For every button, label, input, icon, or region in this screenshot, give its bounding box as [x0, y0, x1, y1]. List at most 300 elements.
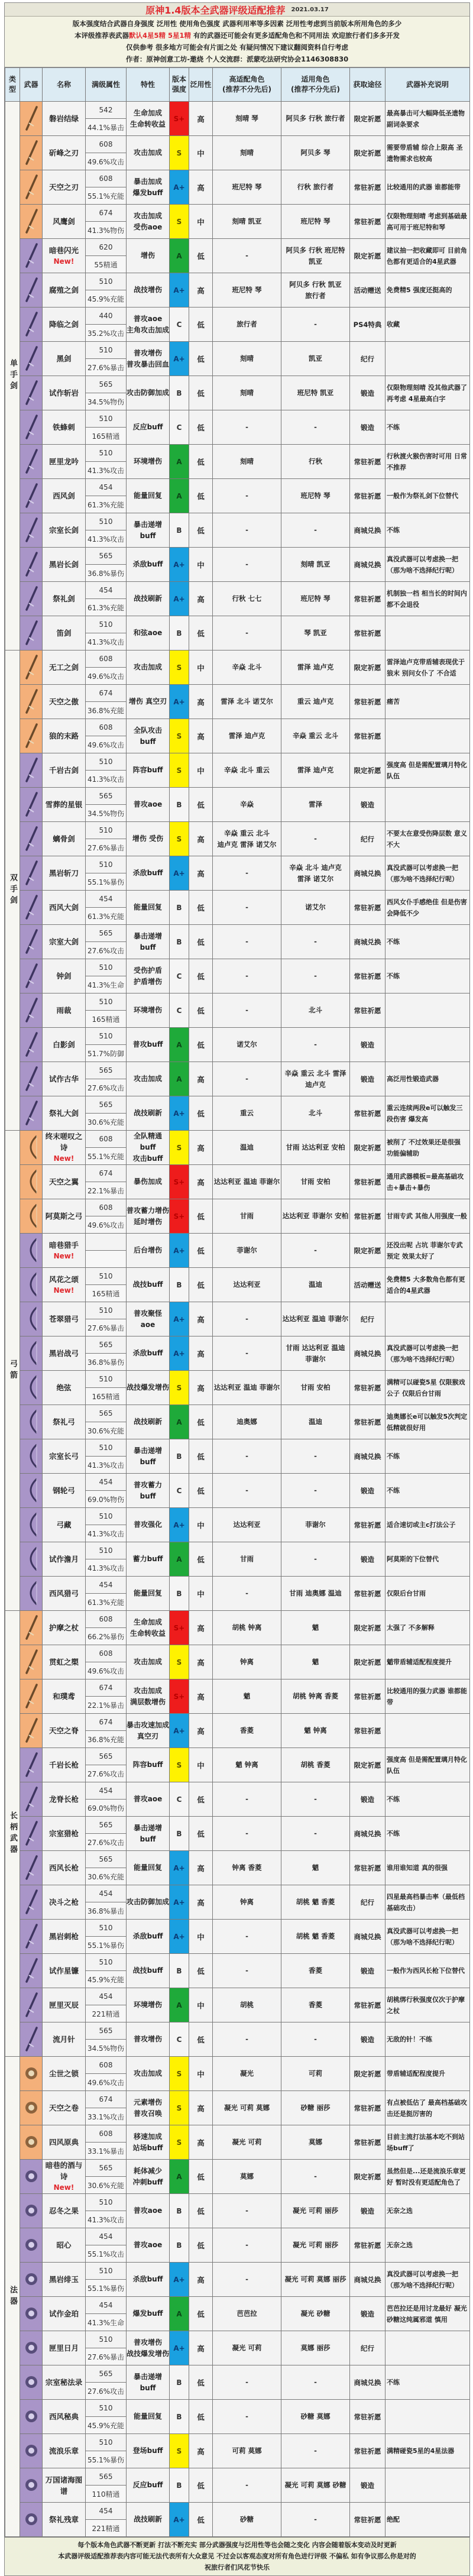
table-row: [5, 2400, 470, 2434]
source-value: 纪行: [350, 2331, 385, 2365]
note-text: 不练: [385, 1782, 470, 1817]
stat-box: [86, 1988, 126, 2022]
source-value: 常驻祈愿: [350, 1371, 385, 1405]
rank-badge: S+: [170, 102, 189, 136]
char-line: -: [245, 2412, 248, 2420]
sub-stat: 55.1%暴伤: [86, 2451, 126, 2468]
weapon-name-cell: [43, 925, 86, 959]
char-line: -: [245, 1006, 248, 1014]
weapon-name: 风鹰剑: [53, 217, 75, 226]
trait-cell: [127, 479, 170, 513]
trait-line: 阵容buff: [132, 766, 163, 774]
trait-cell: [127, 239, 170, 273]
stats-cell: [86, 1371, 127, 1405]
stats-cell: [86, 2022, 127, 2057]
weapon-name-wrap: [43, 490, 85, 501]
char-line: 旅行者: [305, 291, 326, 300]
weapon-name-wrap: [43, 353, 85, 364]
char-line: 旅行者: [237, 320, 257, 328]
weapon-name-wrap: [43, 2377, 85, 2388]
stat-box: [86, 136, 126, 170]
source-value: 纪行: [350, 1302, 385, 1336]
rank-badge: S: [170, 719, 189, 753]
weapon-name: 暗巷猎手: [48, 1240, 79, 1250]
bow-icon: [20, 1268, 42, 1302]
weapon-name-wrap: [43, 1039, 85, 1050]
char-line: -: [314, 2446, 317, 2455]
trait-line: 能量回复: [133, 903, 162, 911]
intro-text: 作者：原神创意工坊-邀烧 个人交流群：派蒙吃法研究协会1146308830: [125, 55, 349, 63]
char-line: 魈 钟离: [235, 1761, 258, 1769]
weapon-name-wrap: [43, 2068, 85, 2079]
char-line: 雷泽 迪卢克: [297, 766, 334, 774]
char-line: 魈: [312, 1623, 319, 1632]
char-line: 班尼特 凯亚: [297, 389, 334, 397]
source-value: 限定祈愿: [350, 1234, 385, 1268]
intro-line: [5, 30, 469, 41]
table-row: [5, 1371, 470, 1405]
suitable-characters: [281, 582, 350, 616]
suitable-characters: [281, 2194, 350, 2228]
trait-cell: [127, 445, 170, 479]
stats-cell: [86, 205, 127, 239]
publish-date: 2021.03.17: [291, 6, 329, 13]
trait-line: 暴击递增buff: [133, 1823, 162, 1843]
base-attack: 510: [86, 2400, 126, 2417]
usability-value: 高: [189, 1885, 213, 1920]
weapon-name: 龙脊长枪: [48, 1795, 79, 1804]
weapon-icon-cell: [20, 1645, 43, 1679]
stats-cell: [86, 1577, 127, 1611]
usability-value: 高: [189, 1062, 213, 1096]
char-line: 达达利亚 温迪 菲谢尔: [213, 1177, 280, 1186]
source-value: 常驻祈愿: [350, 616, 385, 651]
high-fit-characters: [213, 2022, 281, 2057]
sword-icon: [20, 205, 42, 238]
trait-line: 攻击加成: [133, 211, 162, 220]
sub-stat: 165精通: [86, 1388, 126, 1404]
sub-stat: 27.6%攻击: [86, 2383, 126, 2399]
weapon-name-wrap: [43, 2034, 85, 2045]
source-value: 锻造: [350, 2297, 385, 2331]
source-value: 商城兑换: [350, 856, 385, 891]
weapon-name: 贯虹之槊: [48, 1658, 79, 1666]
stats-cell: [86, 1920, 127, 1954]
stat-box: [86, 2022, 126, 2056]
trait-cell: [127, 1474, 170, 1508]
stat-box: [86, 719, 126, 753]
rank-badge: A+: [170, 856, 189, 891]
stats-cell: [86, 1851, 127, 1885]
rank-badge: B: [170, 788, 189, 822]
source-value: 限定祈愿: [350, 1645, 385, 1679]
trait-line: 耗体减少: [133, 2166, 162, 2175]
base-attack: 510: [86, 2263, 126, 2280]
rank-badge: B: [170, 616, 189, 651]
stats-cell: [86, 856, 127, 891]
source-value: 锻造: [350, 1954, 385, 1988]
table-row: [5, 1988, 470, 2022]
source-value: 锻造: [350, 2194, 385, 2228]
weapon-name-cell: [43, 2057, 86, 2091]
note-text: 满精可以碰瓷5星 仅限猴戏公子 仅限后台甘雨: [385, 1371, 470, 1405]
high-fit-characters: [213, 1577, 281, 1611]
suitable-characters: [281, 2263, 350, 2297]
suitable-characters: [281, 651, 350, 685]
trait-cell: [127, 1199, 170, 1234]
sub-stat: 34.5%物伤: [86, 393, 126, 410]
note-text: 比较通用的武器 谁都能带: [385, 170, 470, 205]
sub-stat: 36.8%暴伤: [86, 565, 126, 581]
weapon-name-cell: [43, 2022, 86, 2057]
char-line: 凝光: [240, 2069, 254, 2077]
weapon-name-cell: [43, 582, 86, 616]
rank-badge: A: [170, 479, 189, 513]
table-row: [5, 1405, 470, 1439]
weapon-name-cell: [43, 1199, 86, 1234]
usability-value: 中: [189, 1920, 213, 1954]
rank-badge: S: [170, 2434, 189, 2468]
rank-badge: A: [170, 1988, 189, 2022]
stats-cell: [86, 376, 127, 410]
trait-line: 反应buff: [132, 423, 163, 431]
stats-cell: [86, 1679, 127, 1714]
note-text: 不练: [385, 1474, 470, 1508]
high-fit-characters: [213, 1028, 281, 1062]
char-line: -: [314, 1246, 317, 1254]
char-line: 胡桃 钟离 香菱: [292, 1692, 338, 1700]
weapon-name-cell: [43, 719, 86, 753]
weapon-icon-cell: [20, 1817, 43, 1851]
base-attack: 565: [86, 1817, 126, 1834]
trait-line: 攻击防御加成: [127, 1898, 170, 1906]
table-row: [5, 2194, 470, 2228]
weapon-name-cell: [43, 993, 86, 1028]
sub-stat: 33.1%暴击: [86, 2143, 126, 2159]
note-text: [385, 2468, 470, 2503]
sword-icon: [20, 170, 42, 204]
footer-line: 祝旅行者们风花节快乐: [205, 2564, 270, 2571]
trait-cell: [127, 1577, 170, 1611]
char-line: -: [245, 903, 248, 911]
note-text: 机制独一档 相当长的时间内都不会退役: [385, 582, 470, 616]
base-attack: 510: [86, 822, 126, 839]
high-fit-characters: [213, 1851, 281, 1885]
usability-value: 高: [189, 822, 213, 856]
high-fit-characters: [213, 2365, 281, 2400]
note-text: 收藏: [385, 308, 470, 342]
stat-box: [86, 1405, 126, 1439]
base-attack: 620: [86, 239, 126, 256]
trait-line: 暴击递增buff: [133, 520, 162, 540]
trait-line: 能量回复: [133, 1589, 162, 1597]
trait-line: 能量回复: [133, 491, 162, 500]
weapon-icon-cell: [20, 2263, 43, 2297]
trait-line: 增伤 受伤: [132, 834, 164, 843]
weapon-name: 试作金珀: [48, 2309, 79, 2318]
source-value: 常驻祈愿: [350, 1679, 385, 1714]
stat-box: [86, 1268, 126, 1302]
weapon-name-cell: [43, 1439, 86, 1474]
usability-value: 低: [189, 1542, 213, 1577]
source-value: 常驻祈愿: [350, 719, 385, 753]
sub-stat: 49.6%攻击: [86, 736, 126, 753]
stat-box: [86, 2400, 126, 2433]
weapon-name-wrap: [43, 2240, 85, 2251]
high-fit-characters: [213, 2160, 281, 2194]
suitable-characters: [281, 479, 350, 513]
weapon-name-cell: [43, 1542, 86, 1577]
base-attack: 454: [86, 1988, 126, 2005]
stats-cell: [86, 1885, 127, 1920]
usability-value: 中: [189, 753, 213, 788]
usability-value: 低: [189, 2297, 213, 2331]
weapon-icon-cell: [20, 1199, 43, 1234]
usability-value: 高: [189, 1645, 213, 1679]
weapon-name-cell: [43, 239, 86, 273]
note-text: [385, 616, 470, 651]
table-row: [5, 2263, 470, 2297]
table-row: [5, 1439, 470, 1474]
stat-box: [86, 651, 126, 684]
weapon-name-wrap: [43, 1451, 85, 1462]
rank-badge: C: [170, 308, 189, 342]
col-rank: 版本 强度: [170, 68, 189, 102]
rank-badge: S: [170, 651, 189, 685]
char-line: 菲谢尔: [305, 1520, 326, 1529]
table-row: [5, 1782, 470, 1817]
weapon-name-wrap: [43, 1999, 85, 2011]
weapon-name: 试作斩岩: [48, 389, 79, 397]
trait-cell: [127, 2125, 170, 2160]
rank-badge: B: [170, 891, 189, 925]
high-fit-characters: [213, 308, 281, 342]
weapon-name-cell: [43, 1234, 86, 1268]
sub-stat: 41.3%生命: [86, 2314, 126, 2331]
suitable-characters: [281, 1954, 350, 1988]
weapon-name-wrap: [43, 1131, 85, 1164]
source-value: 限定祈愿: [350, 753, 385, 788]
base-attack: 454: [86, 479, 126, 496]
high-fit-characters: [213, 1405, 281, 1439]
trait-cell: [127, 2503, 170, 2537]
high-fit-characters: [213, 1474, 281, 1508]
weapon-name: 祭礼弓: [53, 1418, 75, 1426]
usability-value: 低: [189, 376, 213, 410]
sub-stat: 45.9%充能: [86, 1971, 126, 1988]
sub-stat: 49.6%攻击: [86, 1662, 126, 1679]
trait-line: 战技爆发增伤: [127, 2349, 170, 2358]
stat-box: [86, 685, 126, 719]
weapon-name-cell: [43, 1920, 86, 1954]
suitable-characters: [281, 1748, 350, 1782]
weapon-name-wrap: [43, 1108, 85, 1119]
bow-icon: [20, 1165, 42, 1199]
char-line: -: [314, 526, 317, 534]
base-attack: 674: [86, 1165, 126, 1182]
source-value: 常驻祈愿: [350, 170, 385, 205]
table-row: [5, 2091, 470, 2125]
table-row: [5, 1302, 470, 1336]
weapon-name: 祭礼残章: [48, 2515, 79, 2524]
table-row: [5, 1268, 470, 1302]
weapon-name-wrap: [43, 147, 85, 158]
char-line: -: [245, 869, 248, 877]
rank-badge: A+: [170, 1234, 189, 1268]
weapon-name-cell: [43, 2125, 86, 2160]
char-line: -: [314, 1555, 317, 1563]
weapon-name-cell: [43, 1577, 86, 1611]
char-line: 北斗: [309, 1006, 322, 1014]
trait-line: 战技刷新: [133, 2515, 162, 2523]
col-source: 获取途径: [350, 68, 385, 102]
usability-value: 高: [189, 2331, 213, 2365]
sub-stat: 165精通: [86, 1011, 126, 1027]
weapon-icon-cell: [20, 1302, 43, 1336]
trait-line: 攻击buff: [132, 1154, 163, 1163]
trait-line: 普攻aoe: [133, 1795, 163, 1803]
rank-badge: B: [170, 513, 189, 548]
sub-stat: 55.1%暴伤: [86, 1937, 126, 1953]
trait-line: 暴击递增buff: [133, 1446, 162, 1466]
rank-badge: A: [170, 1542, 189, 1577]
suitable-characters: [281, 1336, 350, 1371]
note-text: 重云连续两段e可以触发三段伤害 爆发高: [385, 1096, 470, 1131]
weapon-name-wrap: [43, 387, 85, 399]
weapon-name-cell: [43, 1336, 86, 1371]
trait-cell: [127, 1096, 170, 1131]
rank-badge: A+: [170, 1302, 189, 1336]
high-fit-characters: [213, 2468, 281, 2503]
stat-box: [86, 1542, 126, 1576]
weapon-name-wrap: [43, 1622, 85, 1633]
stat-box: [86, 959, 126, 993]
suitable-characters: [281, 993, 350, 1028]
trait-line: 杀敌buff: [132, 869, 163, 877]
weapon-name-cell: [43, 1165, 86, 1199]
table-row: [5, 1679, 470, 1714]
source-value: 常驻祈愿: [350, 1508, 385, 1542]
usability-value: 低: [189, 1474, 213, 1508]
source-value: 锻造: [350, 788, 385, 822]
trait-cell: [127, 993, 170, 1028]
weapon-name: 无工之剑: [48, 663, 79, 672]
high-fit-characters: [213, 136, 281, 170]
weapon-name: 白影剑: [53, 1040, 75, 1049]
char-line: -: [314, 1486, 317, 1494]
char-line: 砂糖 丽莎: [300, 2103, 331, 2112]
weapon-icon-cell: [20, 2194, 43, 2228]
trait-cell: [127, 1714, 170, 1748]
table-row: [5, 685, 470, 719]
stats-cell: [86, 2125, 127, 2160]
claymore-icon: [20, 753, 42, 787]
usability-value: 中: [189, 1748, 213, 1782]
stat-box: [86, 1131, 126, 1164]
weapon-icon-cell: [20, 891, 43, 925]
trait-cell: [127, 410, 170, 445]
weapon-name: 钟剑: [56, 972, 72, 980]
trait-line: 主角攻击加成: [127, 325, 170, 334]
char-line: 温迪: [309, 1418, 322, 1426]
weapon-name: 西风长枪: [48, 1863, 79, 1872]
weapon-name-wrap: [43, 833, 85, 844]
bow-icon: [20, 1439, 42, 1473]
source-value: 常驻祈愿: [350, 1165, 385, 1199]
bow-icon: [20, 1405, 42, 1439]
stats-cell: [86, 1508, 127, 1542]
high-fit-characters: [213, 1062, 281, 1096]
rank-badge: A+: [170, 1885, 189, 1920]
high-fit-characters: [213, 548, 281, 582]
table-row: [5, 719, 470, 753]
base-attack: 510: [86, 1439, 126, 1457]
weapon-name: 宗室长弓: [48, 1452, 79, 1461]
note-text: 真没武器可以考虑换一把（那为啥不选择纪行呢）: [385, 548, 470, 582]
rank-badge: A+: [170, 1336, 189, 1371]
base-attack: 510: [86, 410, 126, 428]
trait-line: 攻击加成: [133, 663, 162, 671]
stat-box: [86, 2160, 126, 2193]
char-line: 凝光 可莉 丽莎: [292, 2241, 338, 2249]
rank-badge: S: [170, 2091, 189, 2125]
col-type: 类 型: [5, 68, 20, 102]
weapon-name: 终末嗟叹之诗: [45, 1132, 83, 1152]
trait-line: 攻击加成: [133, 1686, 162, 1695]
weapon-icon-cell: [20, 1131, 43, 1165]
high-fit-characters: [213, 2503, 281, 2537]
stats-cell: [86, 1474, 127, 1508]
stats-cell: [86, 1131, 127, 1165]
usability-value: 中: [189, 651, 213, 685]
note-text: [385, 2400, 470, 2434]
rank-badge: S: [170, 136, 189, 170]
source-value: 锻造: [350, 410, 385, 445]
char-line: 达达利亚: [233, 1520, 261, 1529]
sub-stat: 49.6%攻击: [86, 153, 126, 170]
rank-badge: B: [170, 1954, 189, 1988]
trait-line: 战技buff: [132, 1280, 163, 1289]
char-line: 迪卢克 雷泽 诺艾尔: [217, 840, 277, 849]
weapon-icon-cell: [20, 1679, 43, 1714]
stat-box: [86, 753, 126, 787]
char-line: -: [245, 1075, 248, 1083]
weapon-name-wrap: [43, 730, 85, 742]
suitable-characters: [281, 1096, 350, 1131]
char-line: 凝光 可莉 莫娜: [223, 2103, 270, 2112]
table-row: [5, 342, 470, 376]
base-attack: 454: [86, 582, 126, 599]
trait-line: 普攻暴击回血: [127, 360, 170, 368]
sub-stat: 66.2%暴伤: [86, 1628, 126, 1645]
weapon-name-wrap: [43, 1416, 85, 1428]
table-row: [5, 2160, 470, 2194]
char-line: 雷泽 北斗 诺艾尔: [221, 697, 273, 706]
source-value: 商城兑换: [350, 513, 385, 548]
weapon-name: 天空之刃: [48, 183, 79, 192]
usability-value: 低: [189, 2160, 213, 2194]
rank-badge: S+: [170, 1165, 189, 1199]
char-line: -: [245, 560, 248, 568]
high-fit-characters: [213, 891, 281, 925]
high-fit-characters: [213, 1096, 281, 1131]
char-line: 凝光 可莉: [232, 2344, 262, 2352]
catalyst-icon: [20, 2400, 42, 2433]
weapon-icon-cell: [20, 1954, 43, 1988]
stat-box: [86, 925, 126, 959]
usability-value: 低: [189, 445, 213, 479]
weapon-icon-cell: [20, 822, 43, 856]
